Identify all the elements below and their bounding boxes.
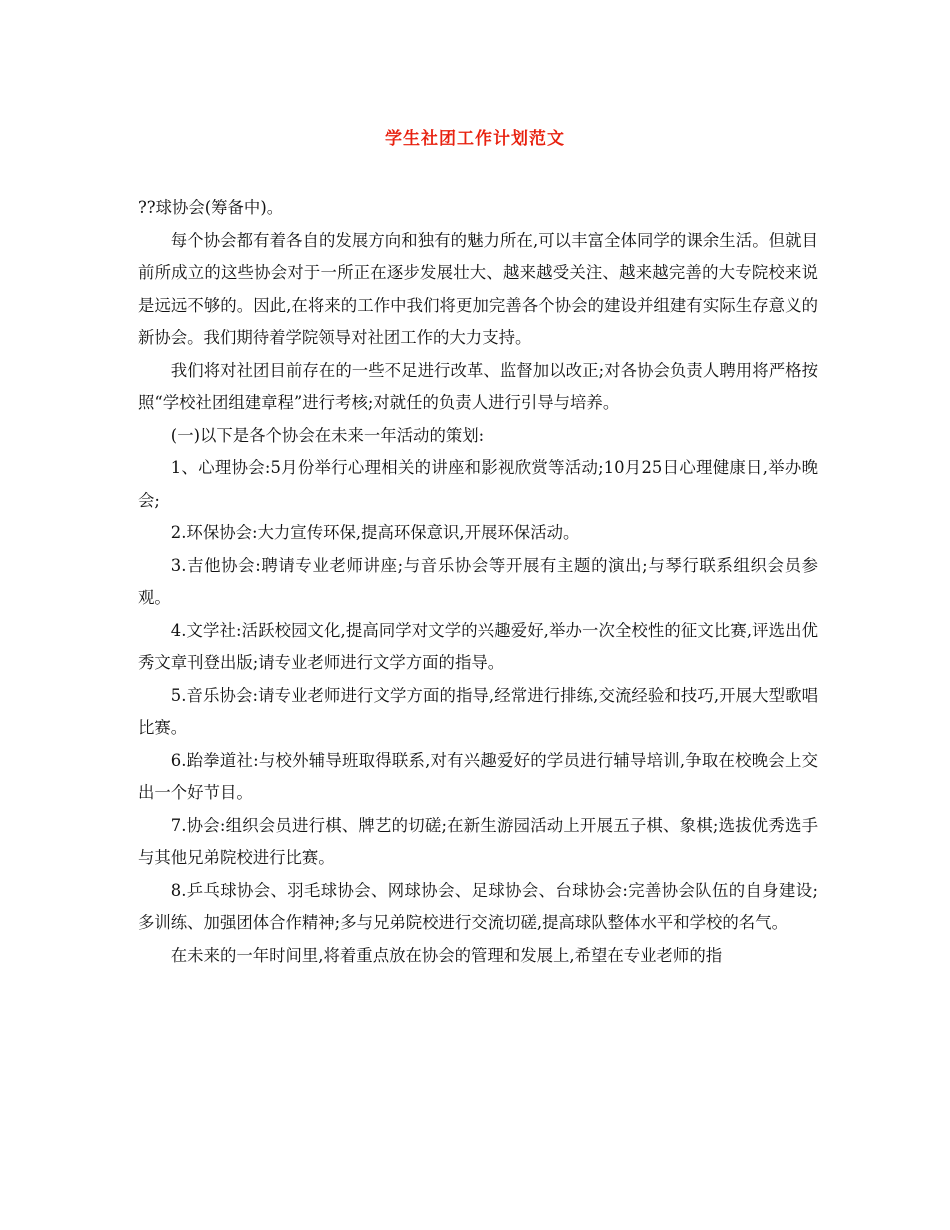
paragraph: 8.乒乓球协会、羽毛球协会、网球协会、足球协会、台球协会:完善协会队伍的自身建设;多训练、加强团体合作精神;多与兄弟院校进行交流切磋,提高球队整体水平和学校的名气。 [138, 880, 818, 932]
paragraph: 7.协会:组织会员进行棋、牌艺的切磋;在新生游园活动上开展五子棋、象棋;选拔优秀选手与其他兄弟院校进行比赛。 [138, 815, 818, 867]
paragraph: 1、心理协会:5月份举行心理相关的讲座和影视欣赏等活动;10月25日心理健康日,举办晚会; [138, 458, 818, 510]
paragraph: 5.音乐协会:请专业老师进行文学方面的指导,经常进行排练,交流经验和技巧,开展大型歌唱比赛。 [138, 685, 818, 737]
paragraph: 每个协会都有着各自的发展方向和独有的魅力所在,可以丰富全体同学的课余生活。但就目前所成立的这些协会对于一所正在逐步发展壮大、越来越受关注、越来越完善的大专院校来说是远远不够的。因此,在将来的工作中我们将更加完善各个协会的建设并组建有实际生存意义的新协会。我们期待着学院领导对社团工作的大力支持。 [138, 230, 818, 347]
paragraph: 2.环保协会:大力宣传环保,提高环保意识,开展环保活动。 [170, 523, 580, 542]
paragraph: 3.吉他协会:聘请专业老师讲座;与音乐协会等开展有主题的演出;与琴行联系组织会员参观。 [138, 555, 818, 607]
paragraph: ??球协会(筹备中)。 [138, 198, 284, 217]
paragraph: (一)以下是各个协会在未来一年活动的策划: [170, 425, 485, 445]
paragraph: 4.文学社:活跃校园文化,提高同学对文学的兴趣爱好,举办一次全校性的征文比赛,评选出优秀文章刊登出版;请专业老师进行文学方面的指导。 [138, 620, 818, 672]
document-title: 学生社团工作计划范文 [385, 129, 565, 149]
paragraph: 在未来的一年时间里,将着重点放在协会的管理和发展上,希望在专业老师的指 [170, 945, 723, 965]
paragraph: 6.跆拳道社:与校外辅导班取得联系,对有兴趣爱好的学员进行辅导培训,争取在校晚会上交出一个好节目。 [138, 750, 818, 802]
document-body [138, 192, 818, 972]
paragraph: 我们将对社团目前存在的一些不足进行改革、监督加以改正;对各协会负责人聘用将严格按照“学校社团组建章程”进行考核;对就任的负责人进行引导与培养。 [138, 360, 818, 412]
